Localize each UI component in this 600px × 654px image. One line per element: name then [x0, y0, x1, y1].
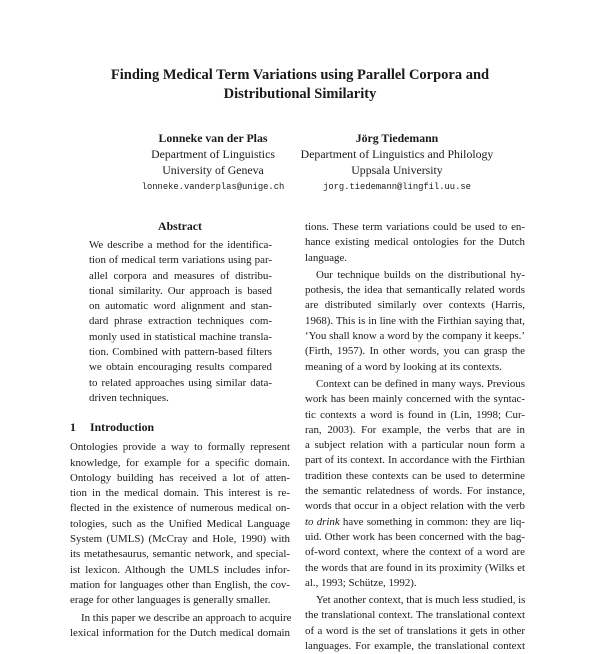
text-line: ran, 2003). For example, the verbs that are in: [305, 423, 525, 436]
text-line: al., 1993; Schütze, 1992).: [305, 576, 417, 589]
section-heading-introduction: [70, 419, 290, 435]
text-line: hance existing medical ontologies for the Dutch: [305, 236, 525, 249]
title-line-1: Finding Medical Term Variations using Parallel Corpora and: [110, 67, 490, 83]
paragraph-context-definition: [305, 377, 525, 591]
text-line: the semantic relatedness of words. For instance,: [305, 485, 525, 498]
abstract-line: dard phrase extraction techniques com-: [89, 315, 272, 328]
text-line: tologies, such as the Unified Medical Language: [70, 517, 290, 530]
text-line: uid. Other work has been concerned with the bag-: [305, 530, 525, 543]
text-line: Yet another context, that is much less studied, is: [316, 594, 526, 607]
abstract-line: monly used in statistical machine transla-: [89, 330, 272, 343]
text-line: of-word context, where the context of a word are: [305, 546, 525, 559]
text-line: Ontologies provide a way to formally represent: [70, 441, 290, 454]
abstract-line: tional similarity. Our approach is based: [89, 284, 272, 297]
author-name: Jörg Tiedemann: [355, 131, 439, 145]
abstract-body: [70, 238, 290, 406]
text-line: (Firth, 1957). In other words, you can grasp the: [305, 345, 525, 358]
text-line: are distributed similarly over contexts (Harris,: [305, 299, 525, 312]
abstract-line: we obtain encouraging results compared: [89, 361, 272, 374]
text-line: erage for other languages is generally smaller.: [70, 594, 271, 607]
text-line: System (UMLS) (McCray and Hole, 1990) with: [70, 533, 290, 546]
author-block-2: [297, 130, 497, 195]
text-line: pothesis, the idea that semantically related words: [305, 284, 525, 297]
text-span: have something in common: they are liq-: [339, 515, 525, 528]
text-line: meaning of a word by looking at its contexts.: [305, 360, 502, 373]
text-line: its metathesaurus, semantic network, and special-: [70, 548, 290, 561]
text-line: flected in the existence of numerous medical on-: [70, 502, 290, 515]
text-line: lexical information for the Dutch medical domain: [70, 626, 290, 639]
text-line: Context can be defined in many ways. Previous: [316, 377, 525, 390]
text-line: ‘You shall know a word by the company it keeps.’: [305, 330, 525, 343]
left-column: [70, 218, 290, 641]
text-line: knowledge, for example for a specific domain.: [70, 456, 290, 469]
paper-title: [60, 66, 540, 104]
text-line: tic contexts a word is found in (Lin, 1998; Cur-: [305, 408, 525, 421]
text-line: In this paper we describe an approach to acquire: [81, 611, 292, 624]
text-line: languages. For example, the translational context: [305, 640, 525, 653]
abstract-heading: Abstract: [158, 219, 202, 233]
author-department: Department of Linguistics and Philology: [300, 147, 494, 161]
text-line: work has been mainly concerned with the syntac-: [305, 393, 525, 406]
text-line: tions. These term variations could be used to en-: [305, 221, 525, 233]
text-line: Our technique builds on the distributional hy-: [316, 268, 525, 281]
abstract-line: tion of medical term variations using par-: [89, 254, 272, 267]
title-line-2: Distributional Similarity: [223, 86, 377, 102]
text-line: mation for languages other than English, the cov-: [70, 578, 290, 591]
abstract-line: allel corpora and measures of distribu-: [89, 269, 272, 282]
abstract-line: on automatic word alignment and stan-: [89, 300, 272, 313]
abstract-line: tion. Combined with pattern-based filters: [89, 346, 272, 359]
abstract-line: to related approaches using similar data-: [89, 376, 272, 389]
text-line: a subject relation with a particular noun form a: [305, 439, 525, 452]
text-line: Ontology building has received a lot of atten-: [70, 471, 290, 484]
text-line: the words that are found in its proximity (Wilks et: [305, 561, 525, 574]
abstract-line: We describe a method for the identifica-: [89, 239, 272, 251]
emphasis-text: to drink: [305, 515, 340, 528]
author-email: jorg.tiedemann@lingfil.uu.se: [323, 182, 471, 192]
text-line: 1968). This is in line with the Firthian saying that,: [305, 314, 525, 327]
paragraph-translational-context: [305, 593, 525, 654]
text-line: of a word is the set of translations it gets in other: [305, 624, 525, 637]
author-block-1: [113, 130, 313, 195]
intro-paragraph-1: [70, 440, 290, 608]
text-line: [305, 515, 525, 530]
text-line: tradition these contexts can be used to determine: [305, 469, 525, 482]
author-university: Uppsala University: [351, 163, 443, 177]
text-line: ist lexicon. Although the UMLS includes infor-: [70, 563, 290, 576]
author-university: University of Geneva: [162, 163, 264, 177]
author-email: lonneke.vanderplas@unige.ch: [141, 182, 285, 192]
section-number: 1: [70, 420, 76, 435]
text-line: words that occur in a object relation with the verb: [305, 500, 525, 513]
right-column: [305, 220, 525, 654]
text-line: tion in the medical domain. This interest is re-: [70, 487, 290, 500]
text-line: the translational context. The translational context: [305, 609, 525, 622]
text-line: language.: [305, 251, 348, 264]
section-title: Introduction: [90, 420, 155, 435]
abstract-line: driven techniques.: [89, 391, 169, 404]
paragraph-continued: [305, 220, 525, 266]
paragraph-distributional-hypothesis: [305, 268, 525, 375]
text-line: part of its context. In accordance with the Firthian: [305, 454, 525, 467]
author-department: Department of Linguistics: [151, 147, 275, 161]
intro-paragraph-2: [70, 611, 290, 642]
author-name: Lonneke van der Plas: [158, 131, 268, 145]
